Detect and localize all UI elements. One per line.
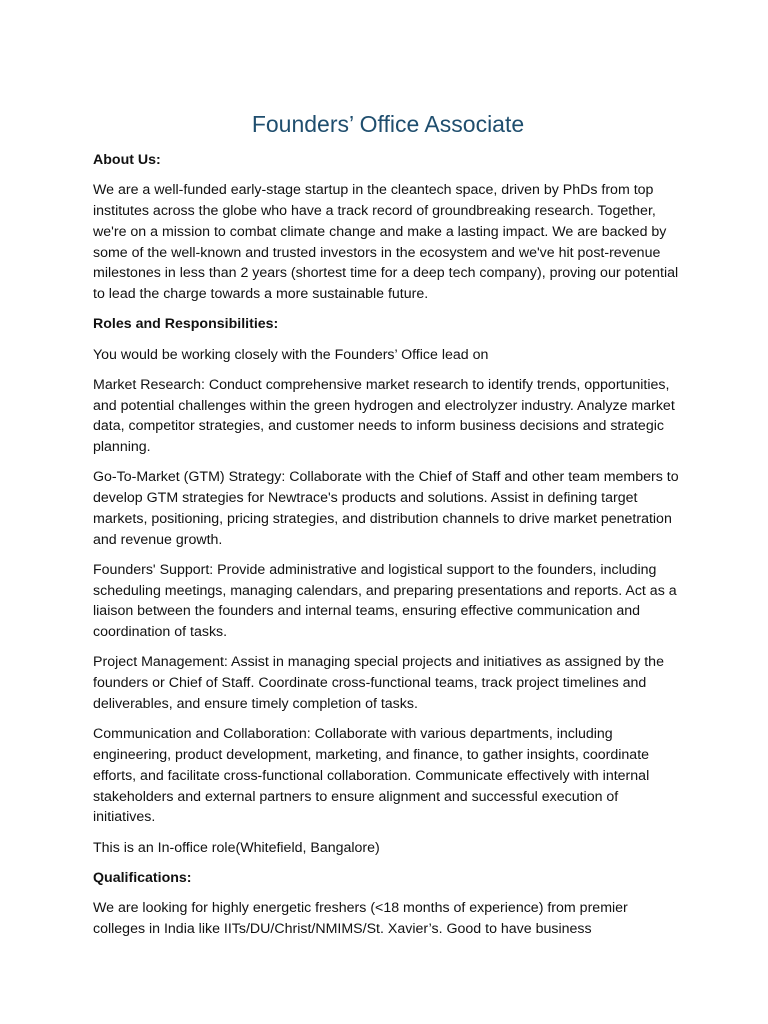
role-gtm-strategy: Go-To-Market (GTM) Strategy: Collaborate with the Chief of Staff and other team members to develop GTM strategies for Newtrace's products and solutions. Assist in defining target markets, positioning, pricing strategies, and distribution channels to drive market penetration and revenue growth. xyxy=(93,469,679,548)
qualifications-heading: Qualifications: xyxy=(93,869,192,886)
qualifications-paragraph: We are looking for highly energetic freshers (<18 months of experience) from premier colleges in India like IITs/DU/Christ/NMIMS/St. Xavier’s. Good to have business xyxy=(93,900,628,937)
role-market-research: Market Research: Conduct comprehensive market research to identify trends, opportunities, and potential challenges within the green hydrogen and electrolyzer industry. Analyze market data, competitor strategies, and customer needs to inform business decisions and strategic planning. xyxy=(93,376,675,456)
document-page xyxy=(93,108,683,949)
roles-intro: You would be working closely with the Founders’ Office lead on xyxy=(93,346,489,363)
roles-heading: Roles and Responsibilities: xyxy=(93,316,279,333)
location-note: This is an In-office role(Whitefield, Bangalore) xyxy=(93,839,380,856)
document-title: Founders’ Office Associate xyxy=(251,111,525,137)
role-project-management: Project Management: Assist in managing special projects and initiatives as assigned by the founders or Chief of Staff. Coordinate cross-functional teams, track project timelines and deliverables, and ensure timely completion of tasks. xyxy=(93,654,664,713)
about-heading: About Us: xyxy=(93,152,161,168)
role-founders-support: Founders' Support: Provide administrative and logistical support to the founders, including scheduling meetings, managing calendars, and preparing presentations and reports. Act as a liaison between the founders and internal teams, ensuring effective communication and coordination of tasks. xyxy=(93,561,677,641)
role-communication: Communication and Collaboration: Collaborate with various departments, including engineering, product development, marketing, and finance, to gather insights, coordinate efforts, and facilitate cross-functional collaboration. Communicate effectively with internal stakeholders and external partners to ensure alignment and successful execution of initiatives. xyxy=(93,726,650,826)
about-paragraph: We are a well-funded early-stage startup in the cleantech space, driven by PhDs from top institutes across the globe who have a track record of groundbreaking research. Together, we're on a mission to combat climate change and make a lasting impact. We are backed by some of the well-known and trusted investors in the ecosystem and we've hit post-revenue milestones in less than 2 years (shortest time for a deep tech company), proving our potential to lead the charge towards a more sustainable future. xyxy=(93,182,679,303)
